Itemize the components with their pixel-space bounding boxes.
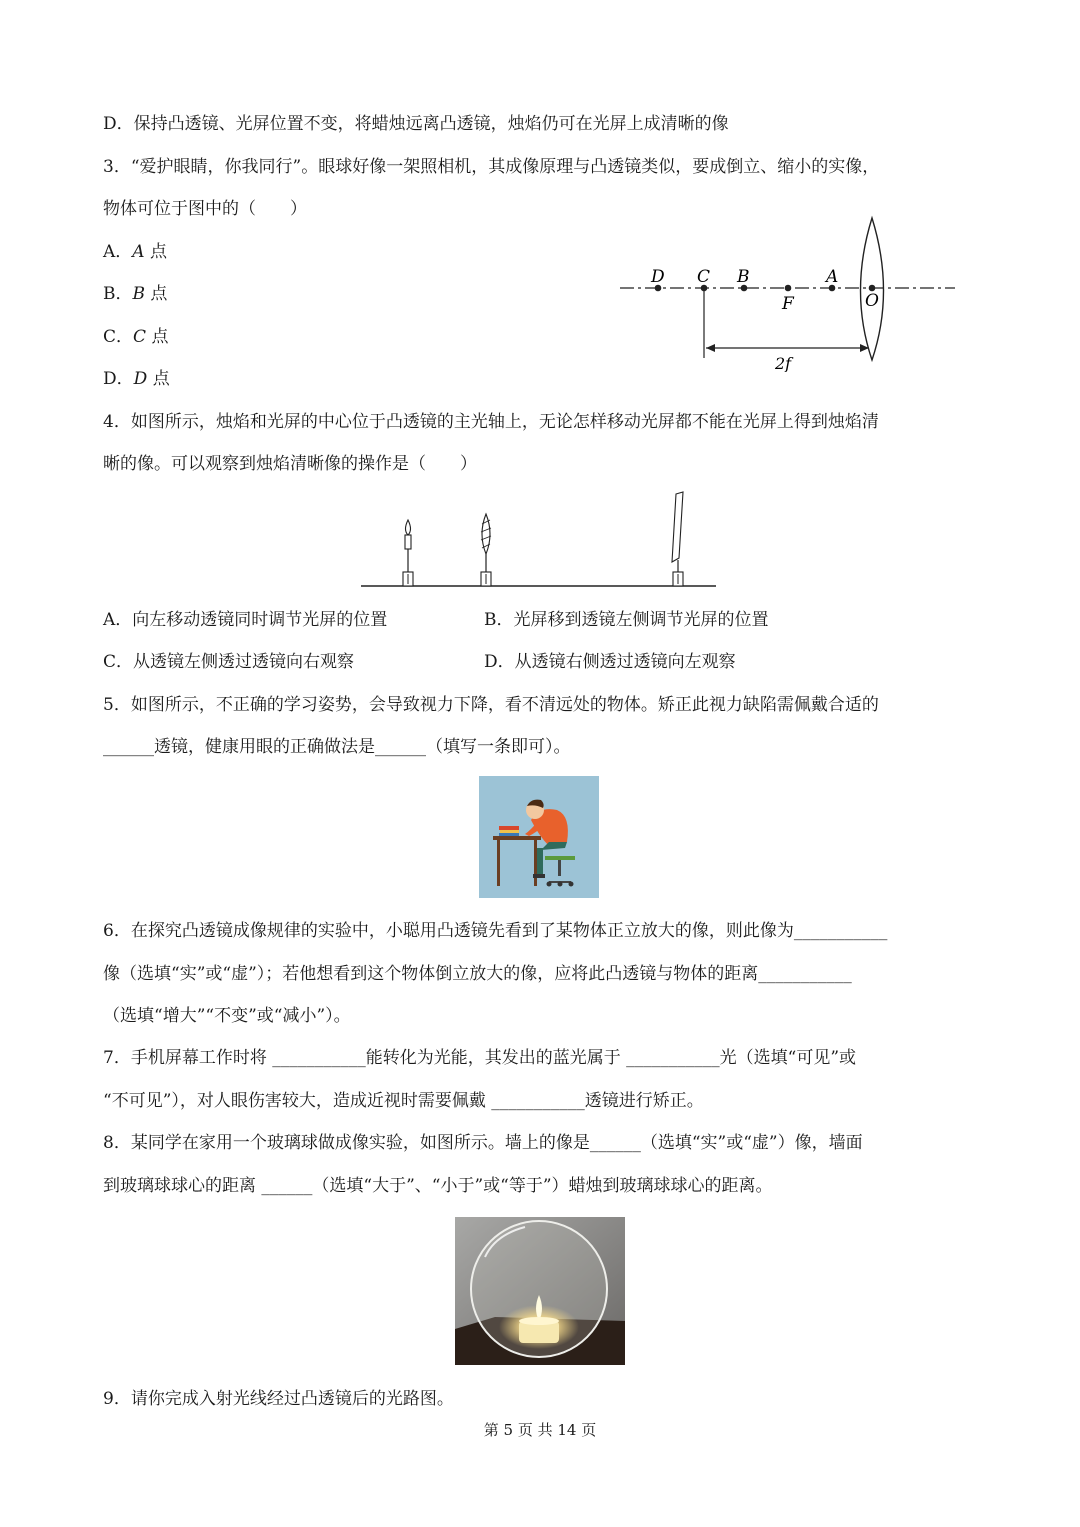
- q6-stem-line2: 像（选填“实”或“虚”）；若他想看到这个物体倒立放大的像，应将此凸透镜与物体的距离___________: [103, 964, 852, 984]
- label-2f: 2f: [775, 354, 792, 372]
- q4-option-b: B．光屏移到透镜左侧调节光屏的位置: [484, 610, 769, 630]
- q4-option-c: C．从透镜左侧透过透镜向右观察: [103, 652, 355, 672]
- q5-posture-illustration: [479, 776, 599, 898]
- candle: [403, 520, 413, 586]
- q3-option-a: A．A 点: [103, 242, 167, 262]
- q8-stem-line2: 到玻璃球球心的距离 ______（选填“大于”、“小于”或“等于”）蜡烛到玻璃球球心的距离。: [103, 1176, 773, 1196]
- q3-option-b: B．B 点: [103, 284, 168, 304]
- q8-glass-ball-photo: [455, 1217, 625, 1365]
- q5-stem-line1: 5．如图所示，不正确的学习姿势，会导致视力下降，看不清远处的物体。矫正此视力缺陷需佩戴合适的: [103, 695, 879, 715]
- point-f: [785, 285, 792, 292]
- label-o: O: [865, 291, 879, 311]
- label-f: F: [782, 294, 794, 314]
- q7-stem-line1: 7．手机屏幕工作时将 ___________能转化为光能，其发出的蓝光属于 ___________光（选填“可见”或: [103, 1048, 857, 1068]
- q4-option-d: D．从透镜右侧透过透镜向左观察: [484, 652, 736, 672]
- q5-stem-line2: ______透镜，健康用眼的正确做法是______（填写一条即可）。: [103, 737, 571, 757]
- q3-option-d: D．D 点: [103, 369, 170, 389]
- q7-stem-line2: “不可见”），对人眼伤害较大，造成近视时需要佩戴 ___________透镜进行矫正。: [103, 1091, 704, 1111]
- page-footer: 第 5 页 共 14 页: [483, 1421, 597, 1439]
- q4-optical-bench: [358, 490, 720, 590]
- q9-stem-line1: 9．请你完成入射光线经过凸透镜后的光路图。: [103, 1389, 454, 1409]
- q3-lens-diagram: [615, 212, 965, 372]
- q2-option-d: D．保持凸透镜、光屏位置不变，将蜡烛远离凸透镜，烛焰仍可在光屏上成清晰的像: [103, 114, 729, 134]
- label-d: D: [651, 267, 665, 287]
- q6-stem-line1: 6．在探究凸透镜成像规律的实验中，小聪用凸透镜先看到了某物体正立放大的像，则此像为___________: [103, 921, 888, 941]
- q3-option-c: C．C 点: [103, 327, 169, 347]
- q4-option-a: A．向左移动透镜同时调节光屏的位置: [103, 610, 388, 630]
- q4-stem-line2: 晰的像。可以观察到烛焰清晰像的操作是（ ）: [103, 454, 477, 474]
- q3-stem-line1: 3．“爱护眼睛，你我同行”。眼球好像一架照相机，其成像原理与凸透镜类似，要成倒立、缩小的实像，: [103, 157, 880, 177]
- label-a: A: [826, 267, 839, 287]
- q4-stem-line1: 4．如图所示，烛焰和光屏的中心位于凸透镜的主光轴上，无论怎样移动光屏都不能在光屏上得到烛焰清: [103, 412, 879, 432]
- label-b: B: [737, 267, 750, 287]
- light-screen: [672, 492, 683, 586]
- q3-stem-line2: 物体可位于图中的（ ）: [103, 199, 307, 219]
- q6-stem-line3: （选填“增大”“不变”或“减小”）。: [103, 1006, 351, 1026]
- label-c: C: [697, 267, 711, 287]
- lens-on-stand: [481, 514, 491, 586]
- q8-stem-line1: 8．某同学在家用一个玻璃球做成像实验，如图所示。墙上的像是______（选填“实”或“虚”）像，墙面: [103, 1133, 863, 1153]
